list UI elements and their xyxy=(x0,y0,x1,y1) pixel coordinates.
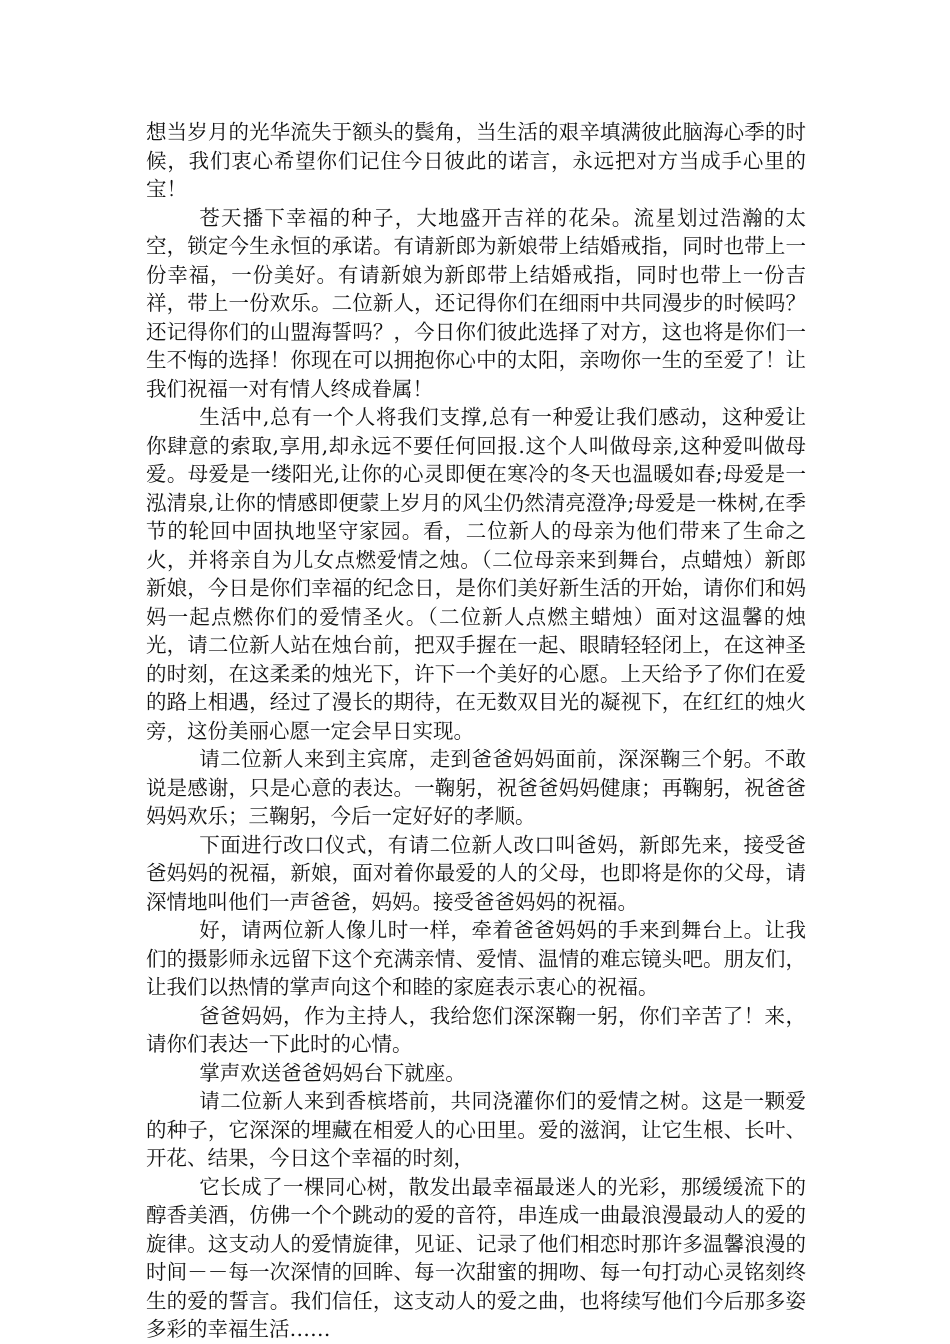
paragraph-ring-exchange: 苍天播下幸福的种子，大地盛开吉祥的花朵。流星划过浩瀚的太空，锁定今生永恒的承诺。有请新郎为新娘带上结婚戒指，同时也带上一份幸福，一份美好。有请新娘为新郎带上结婚戒指，同时也带上一份吉祥，带上一份欢乐。二位新人，还记得你们在细雨中共同漫步的时候吗？还记得你们的山盟海誓吗？，今日你们彼此选择了对方，这也将是你们一生不悔的选择！你现在可以拥抱你心中的太阳，亲吻你一生的至爱了！让我们祝福一对有情人终成眷属！ xyxy=(146,205,806,401)
paragraph-champagne-tower: 请二位新人来到香槟塔前，共同浇灌你们的爱情之树。这是一颗爱的种子，它深深的埋藏在相爱人的心田里。爱的滋润，让它生根、长叶、开花、结果，今日这个幸福的时刻， xyxy=(146,1089,806,1170)
paragraph-name-change: 下面进行改口仪式，有请二位新人改口叫爸妈，新郎先来，接受爸爸妈妈的祝福，新娘，面对着你最爱的人的父母，也即将是你的父母，请深情地叫他们一声爸爸，妈妈。接受爸爸妈妈的祝福。 xyxy=(146,832,806,914)
paragraph-host-thanks: 爸爸妈妈，作为主持人，我给您们深深鞠一躬，你们辛苦了！来，请你们表达一下此时的心情。 xyxy=(146,1003,806,1056)
paragraph-mother-love: 生活中,总有一个人将我们支撑,总有一种爱让我们感动，这种爱让你肆意的索取,享用,却永远不要任何回报.这个人叫做母亲,这种爱叫做母爱。母爱是一缕阳光,让你的心灵即便在寒冷的冬天也温暖如春;母爱是一泓清泉,让你的情感即便蒙上岁月的风尘仍然清亮澄净;母爱是一株树,在季节的轮回中固执地坚守家园。看，二位新人的母亲为他们带来了生命之火，并将亲自为儿女点燃爱情之烛。（二位母亲来到舞台，点蜡烛）新郎新娘，今日是你们幸福的纪念日，是你们美好新生活的开始，请你们和妈妈一起点燃你们的爱情圣火。（二位新人点燃主蜡烛）面对这温馨的烛光，请二位新人站在烛台前，把双手握在一起、眼睛轻轻闭上，在这神圣的时刻，在这柔柔的烛光下，许下一个美好的心愿。上天给予了你们在爱的路上相遇，经过了漫长的期待，在无数双目光的凝视下，在红红的烛火旁，这份美丽心愿一定会早日实现。 xyxy=(146,405,806,743)
paragraph-continuation: 想当岁月的光华流失于额头的鬓角，当生活的艰辛填满彼此脑海心季的时候，我们衷心希望你们记住今日彼此的诺言，永远把对方当成手心里的宝！ xyxy=(146,120,806,201)
paragraph-applause: 掌声欢送爸爸妈妈台下就座。 xyxy=(199,1060,466,1085)
paragraph-bow-to-parents: 请二位新人来到主宾席，走到爸爸妈妈面前，深深鞠三个躬。不敢说是感谢，只是心意的表达。一鞠躬，祝爸爸妈妈健康；再鞠躬，祝爸爸妈妈欢乐；三鞠躬，今后一定好好的孝顺。 xyxy=(146,747,806,828)
paragraph-family-photo: 好，请两位新人像儿时一样，牵着爸爸妈妈的手来到舞台上。让我们的摄影师永远留下这个充满亲情、爱情、温情的难忘镜头吧。朋友们，让我们以热情的掌声向这个和睦的家庭表示衷心的祝福。 xyxy=(146,918,806,999)
document-body xyxy=(146,118,806,1344)
paragraph-love-tree: 它长成了一棵同心树，散发出最幸福最迷人的光彩，那缓缓流下的醇香美酒，仿佛一个个跳动的爱的音符，串连成一曲最浪漫最动人的爱的旋律。这支动人的爱情旋律，见证、记录了他们相恋时那许多温馨浪漫的时间－－每一次深情的回眸、每一次甜蜜的拥吻、每一句打动心灵铭刻终生的爱的誓言。我们信任，这支动人的爱之曲，也将续写他们今后那多姿多彩的幸福生活…… xyxy=(146,1174,806,1341)
